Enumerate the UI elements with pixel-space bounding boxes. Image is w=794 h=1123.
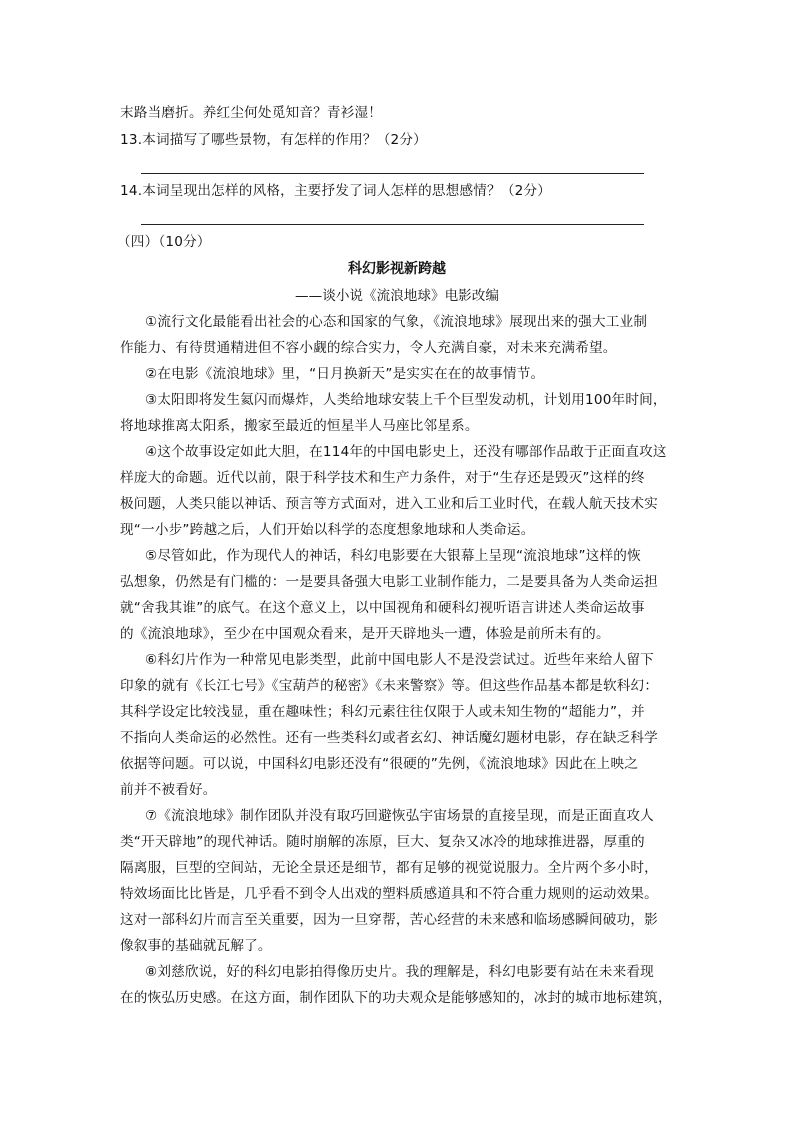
paragraph-line: 这对一部科幻片而言至关重要，因为一旦穿帮，苦心经营的未来感和临场感瞬间破功，影	[120, 912, 658, 928]
paragraph-line: ③太阳即将发生氦闪而爆炸，人类给地球安装上千个巨型发动机，计划用100年时间，	[145, 392, 667, 408]
paragraph-line: ④这个故事设定如此大胆，在114年的中国电影史上，还没有哪部作品敢于正面直攻这	[145, 444, 667, 460]
paragraph-line: ⑦《流浪地球》制作团队并没有取巧回避恢弘宇宙场景的直接呈现，而是正面直攻人	[145, 808, 654, 824]
paragraph-line: 现“一小步”跨越之后，人们开始以科学的态度想象地球和人类命运。	[120, 522, 535, 538]
paragraph-line: 隔离服，巨型的空间站，无论全景还是细节，都有足够的视觉说服力。全片两个多小时，	[120, 860, 658, 876]
paragraph-line: 依据等问题。可以说，中国科幻电影还没有“很硬的”先例，《流浪地球》因此在上映之	[120, 756, 639, 772]
paragraph-line: 将地球推离太阳系，搬家至最近的恒星半人马座比邻星系。	[120, 418, 479, 434]
paragraph-line: 弘想象，仍然是有门槛的：一是要具备强大电影工业制作能力，二是要具备为人类命运担	[120, 574, 658, 590]
paragraph-line: 的《流浪地球》，至少在中国观众看来，是开天辟地头一遭，体验是前所未有的。	[120, 626, 610, 642]
paragraph-line: 就“舍我其谁”的底气。在这个意义上，以中国视角和硬科幻视听语言讲述人类命运故事	[120, 600, 645, 616]
paragraph-line: 前并不被看好。	[120, 782, 217, 798]
question-14: 14.本词呈现出怎样的风格，主要抒发了词人怎样的思想感情？（2分）	[120, 183, 552, 199]
paragraph-line: ⑧刘慈欣说，好的科幻电影拍得像历史片。我的理解是，科幻电影要有站在未来看现	[145, 964, 654, 980]
paragraph-line: 印象的就有《长江七号》《宝葫芦的秘密》《未来警察》等。但这些作品基本都是软科幻：	[120, 678, 659, 694]
paragraph-line: ①流行文化最能看出社会的心态和国家的气象，《流浪地球》展现出来的强大工业制	[145, 314, 648, 330]
paragraph-line: ⑤尽管如此，作为现代人的神话，科幻电影要在大银幕上呈现“流浪地球”这样的恢	[145, 548, 641, 564]
paragraph-line: 其科学设定比较浅显，重在趣味性；科幻元素往往仅限于人或未知生物的“超能力”，并	[120, 704, 645, 720]
article-title: 科幻影视新跨越	[348, 261, 446, 277]
paragraph-line: 不指向人类命运的必然性。还有一些类科幻或者玄幻、神话魔幻题材电影，存在缺乏科学	[120, 730, 658, 746]
poem-last-line: 末路当磨折。养红尘何处觅知音？青衫湿！	[120, 105, 383, 121]
section-heading: （四）（10分）	[117, 234, 211, 250]
paragraph-line: 像叙事的基础就瓦解了。	[120, 938, 272, 954]
paragraph-line: 特效场面比比皆是，几乎看不到令人出戏的塑料质感道具和不符合重力规则的运动效果。	[120, 886, 658, 902]
paragraph-line: 作能力、有待贯通精进但不容小觑的综合实力，令人充满自豪，对未来充满希望。	[120, 340, 617, 356]
paragraph-line: 类“开天辟地”的现代神话。随时崩解的冻原，巨大、复杂又冰冷的地球推进器，厚重的	[120, 834, 645, 850]
paragraph-line: ⑥科幻片作为一种常见电影类型，此前中国电影人不是没尝试过。近些年来给人留下	[145, 652, 654, 668]
article-subtitle: ——谈小说《流浪地球》电影改编	[295, 288, 499, 304]
paragraph-line: 样庞大的命题。近代以前，限于科学技术和生产力条件，对于“生存还是毁灭”这样的终	[120, 470, 645, 486]
question-13: 13.本词描写了哪些景物，有怎样的作用？（2分）	[120, 132, 427, 148]
paragraph-line: 在的恢弘历史感。在这方面，制作团队下的功夫观众是能够感知的，冰封的城市地标建筑，	[120, 990, 672, 1006]
answer-line-14[interactable]	[141, 224, 644, 225]
answer-line-13[interactable]	[141, 173, 644, 174]
paragraph-line: 极问题，人类只能以神话、预言等方式面对，进入工业和后工业时代，在载人航天技术实	[120, 496, 658, 512]
paragraph-line: ②在电影《流浪地球》里，“日月换新天”是实实在在的故事情节。	[145, 366, 545, 382]
